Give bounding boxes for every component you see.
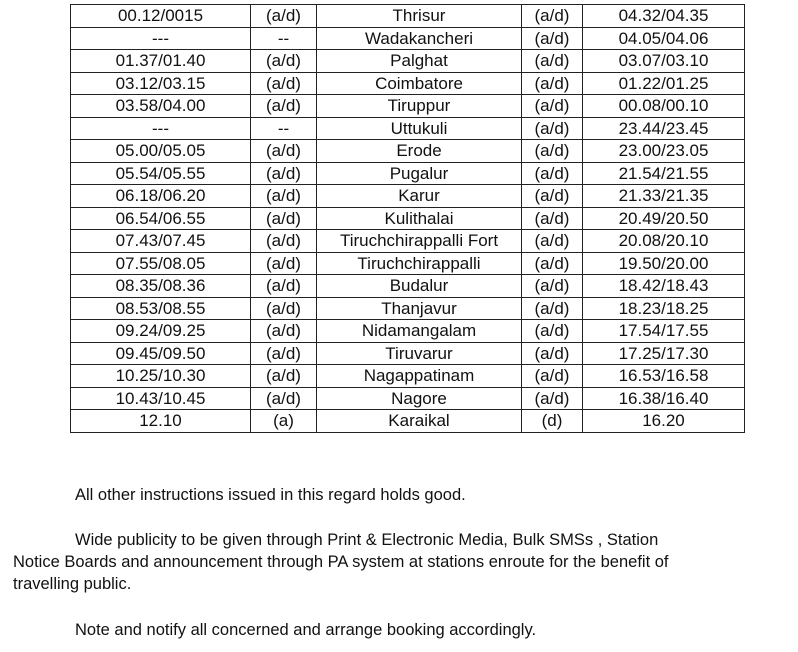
table-row <box>71 162 745 185</box>
station-cell: Tiruchchirappalli <box>317 252 522 275</box>
table-row <box>71 297 745 320</box>
up-time-cell: 10.25/10.30 <box>71 365 251 388</box>
down-time-cell: 16.53/16.58 <box>583 365 745 388</box>
up-mode-cell: (a/d) <box>251 387 317 410</box>
up-mode-cell: -- <box>251 117 317 140</box>
up-mode-cell: (a/d) <box>251 320 317 343</box>
up-time-cell: 10.43/10.45 <box>71 387 251 410</box>
table-row <box>71 365 745 388</box>
station-cell: Erode <box>317 140 522 163</box>
up-time-cell: 03.12/03.15 <box>71 72 251 95</box>
station-cell: Budalur <box>317 275 522 298</box>
up-time-cell: 05.54/05.55 <box>71 162 251 185</box>
table-row <box>71 117 745 140</box>
down-mode-cell: (a/d) <box>522 95 583 118</box>
up-time-cell: 05.00/05.05 <box>71 140 251 163</box>
down-time-cell: 20.49/20.50 <box>583 207 745 230</box>
up-mode-cell: (a/d) <box>251 275 317 298</box>
down-time-cell: 00.08/00.10 <box>583 95 745 118</box>
table-row <box>71 5 745 28</box>
down-mode-cell: (a/d) <box>522 275 583 298</box>
down-mode-cell: (a/d) <box>522 207 583 230</box>
down-mode-cell: (a/d) <box>522 117 583 140</box>
down-mode-cell: (a/d) <box>522 50 583 73</box>
down-mode-cell: (a/d) <box>522 140 583 163</box>
down-mode-cell: (a/d) <box>522 230 583 253</box>
station-cell: Uttukuli <box>317 117 522 140</box>
station-cell: Pugalur <box>317 162 522 185</box>
up-mode-cell: (a/d) <box>251 72 317 95</box>
down-time-cell: 04.05/04.06 <box>583 27 745 50</box>
up-time-cell: 06.54/06.55 <box>71 207 251 230</box>
up-time-cell: 08.53/08.55 <box>71 297 251 320</box>
station-cell: Thrisur <box>317 5 522 28</box>
up-mode-cell: (a/d) <box>251 5 317 28</box>
down-mode-cell: (a/d) <box>522 185 583 208</box>
down-time-cell: 04.32/04.35 <box>583 5 745 28</box>
station-cell: Karur <box>317 185 522 208</box>
station-cell: Coimbatore <box>317 72 522 95</box>
up-time-cell: 03.58/04.00 <box>71 95 251 118</box>
down-time-cell: 16.38/16.40 <box>583 387 745 410</box>
publicity-line-2: Notice Boards and announcement through PA system at stations enroute for the benefit of <box>13 553 669 571</box>
down-time-cell: 23.44/23.45 <box>583 117 745 140</box>
down-time-cell: 20.08/20.10 <box>583 230 745 253</box>
up-mode-cell: (a) <box>251 410 317 433</box>
table-row <box>71 185 745 208</box>
publicity-line-3: travelling public. <box>13 575 132 593</box>
table-row <box>71 275 745 298</box>
station-cell: Karaikal <box>317 410 522 433</box>
station-cell: Thanjavur <box>317 297 522 320</box>
up-time-cell: 00.12/0015 <box>71 5 251 28</box>
down-time-cell: 16.20 <box>583 410 745 433</box>
station-cell: Tiruvarur <box>317 342 522 365</box>
up-mode-cell: (a/d) <box>251 365 317 388</box>
table-row <box>71 252 745 275</box>
notify-note: Note and notify all concerned and arrange booking accordingly. <box>75 621 537 639</box>
table-row <box>71 140 745 163</box>
station-cell: Nagappatinam <box>317 365 522 388</box>
table-row <box>71 207 745 230</box>
instructions-note: All other instructions issued in this regard holds good. <box>75 486 466 504</box>
table-row <box>71 95 745 118</box>
down-mode-cell: (a/d) <box>522 320 583 343</box>
station-cell: Wadakancheri <box>317 27 522 50</box>
timetable-body <box>71 5 745 433</box>
down-mode-cell: (a/d) <box>522 162 583 185</box>
down-mode-cell: (a/d) <box>522 342 583 365</box>
up-time-cell: --- <box>71 117 251 140</box>
table-row <box>71 230 745 253</box>
up-mode-cell: (a/d) <box>251 207 317 230</box>
down-time-cell: 17.25/17.30 <box>583 342 745 365</box>
down-mode-cell: (a/d) <box>522 5 583 28</box>
up-time-cell: 09.45/09.50 <box>71 342 251 365</box>
up-mode-cell: (a/d) <box>251 95 317 118</box>
down-mode-cell: (d) <box>522 410 583 433</box>
down-mode-cell: (a/d) <box>522 72 583 95</box>
station-cell: Nidamangalam <box>317 320 522 343</box>
up-time-cell: 12.10 <box>71 410 251 433</box>
down-time-cell: 17.54/17.55 <box>583 320 745 343</box>
down-mode-cell: (a/d) <box>522 252 583 275</box>
up-mode-cell: (a/d) <box>251 185 317 208</box>
publicity-note <box>13 529 793 595</box>
up-mode-cell: (a/d) <box>251 50 317 73</box>
table-row <box>71 50 745 73</box>
station-cell: Nagore <box>317 387 522 410</box>
train-timetable <box>70 4 745 433</box>
table-row <box>71 320 745 343</box>
station-cell: Palghat <box>317 50 522 73</box>
up-mode-cell: (a/d) <box>251 162 317 185</box>
up-mode-cell: (a/d) <box>251 297 317 320</box>
up-time-cell: 07.55/08.05 <box>71 252 251 275</box>
table-row <box>71 27 745 50</box>
down-time-cell: 18.23/18.25 <box>583 297 745 320</box>
up-mode-cell: (a/d) <box>251 342 317 365</box>
up-time-cell: 07.43/07.45 <box>71 230 251 253</box>
table-row <box>71 72 745 95</box>
table-row <box>71 410 745 433</box>
up-mode-cell: -- <box>251 27 317 50</box>
table-row <box>71 342 745 365</box>
up-time-cell: --- <box>71 27 251 50</box>
station-cell: Tiruchchirappalli Fort <box>317 230 522 253</box>
down-time-cell: 03.07/03.10 <box>583 50 745 73</box>
down-time-cell: 18.42/18.43 <box>583 275 745 298</box>
up-time-cell: 09.24/09.25 <box>71 320 251 343</box>
publicity-line-1: Wide publicity to be given through Print & Electronic Media, Bulk SMSs , Station <box>75 531 659 549</box>
station-cell: Tiruppur <box>317 95 522 118</box>
table-row <box>71 387 745 410</box>
down-mode-cell: (a/d) <box>522 365 583 388</box>
up-mode-cell: (a/d) <box>251 230 317 253</box>
down-time-cell: 21.54/21.55 <box>583 162 745 185</box>
station-cell: Kulithalai <box>317 207 522 230</box>
down-mode-cell: (a/d) <box>522 27 583 50</box>
up-time-cell: 01.37/01.40 <box>71 50 251 73</box>
up-time-cell: 06.18/06.20 <box>71 185 251 208</box>
up-mode-cell: (a/d) <box>251 252 317 275</box>
down-mode-cell: (a/d) <box>522 297 583 320</box>
up-time-cell: 08.35/08.36 <box>71 275 251 298</box>
down-time-cell: 19.50/20.00 <box>583 252 745 275</box>
down-time-cell: 01.22/01.25 <box>583 72 745 95</box>
down-mode-cell: (a/d) <box>522 387 583 410</box>
up-mode-cell: (a/d) <box>251 140 317 163</box>
down-time-cell: 23.00/23.05 <box>583 140 745 163</box>
down-time-cell: 21.33/21.35 <box>583 185 745 208</box>
